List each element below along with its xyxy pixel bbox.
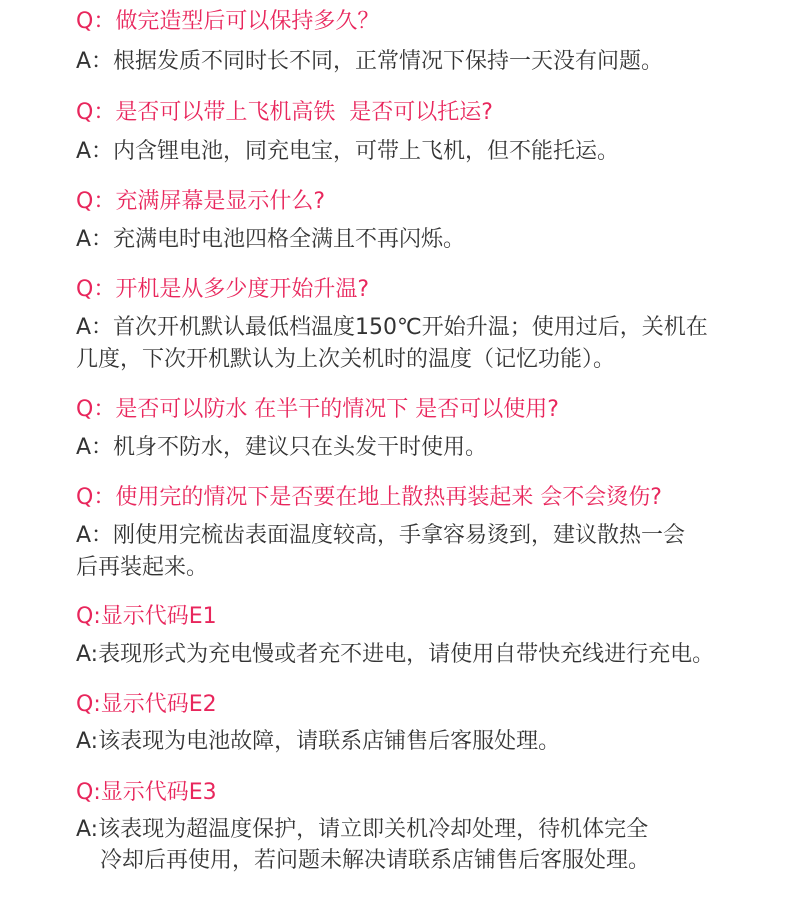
faq-answer-line: 冷却后再使用，若问题未解决请联系店铺售后客服处理。 [100, 848, 651, 873]
faq-answer-line: A:该表现为超温度保护，请立即关机冷却处理，待机体完全 [76, 817, 649, 842]
faq-answer-line: A：机身不防水，建议只在头发干时使用。 [76, 435, 488, 460]
faq-answer-line: A：刚使用完梳齿表面温度较高，手拿容易烫到，建议散热一会 [76, 523, 686, 548]
faq-answer-line: A:该表现为电池故障，请联系店铺售后客服处理。 [76, 729, 561, 754]
faq-question: Q：是否可以防水 在半干的情况下 是否可以使用? [76, 397, 559, 422]
faq-answer-line: A:表现形式为充电慢或者充不进电，请使用自带快充线进行充电。 [76, 642, 715, 667]
faq-question: Q：做完造型后可以保持多久？ [76, 9, 380, 34]
faq-question: Q：使用完的情况下是否要在地上散热再装起来 会不会烫伤? [76, 485, 662, 510]
faq-answer-line: A：内含锂电池，同充电宝，可带上飞机，但不能托运。 [76, 139, 620, 164]
faq-answer-line: A：充满电时电池四格全满且不再闪烁。 [76, 227, 466, 252]
faq-question: Q:显示代码E1 [76, 604, 217, 629]
faq-question: Q：充满屏幕是显示什么? [76, 189, 325, 214]
faq-answer-line: A：根据发质不同时长不同，正常情况下保持一天没有问题。 [76, 49, 664, 74]
faq-answer-line: A：首次开机默认最低档温度150℃开始升温；使用过后，关机在 [76, 315, 708, 340]
faq-question: Q:显示代码E3 [76, 780, 217, 805]
faq-answer-line: 几度，下次开机默认为上次关机时的温度（记忆功能）。 [76, 347, 616, 372]
faq-question: Q：是否可以带上飞机高铁 是否可以托运? [76, 100, 493, 125]
faq-answer-line: 后再装起来。 [76, 555, 209, 580]
faq-question: Q:显示代码E2 [76, 692, 217, 717]
faq-question: Q：开机是从多少度开始升温? [76, 277, 369, 302]
